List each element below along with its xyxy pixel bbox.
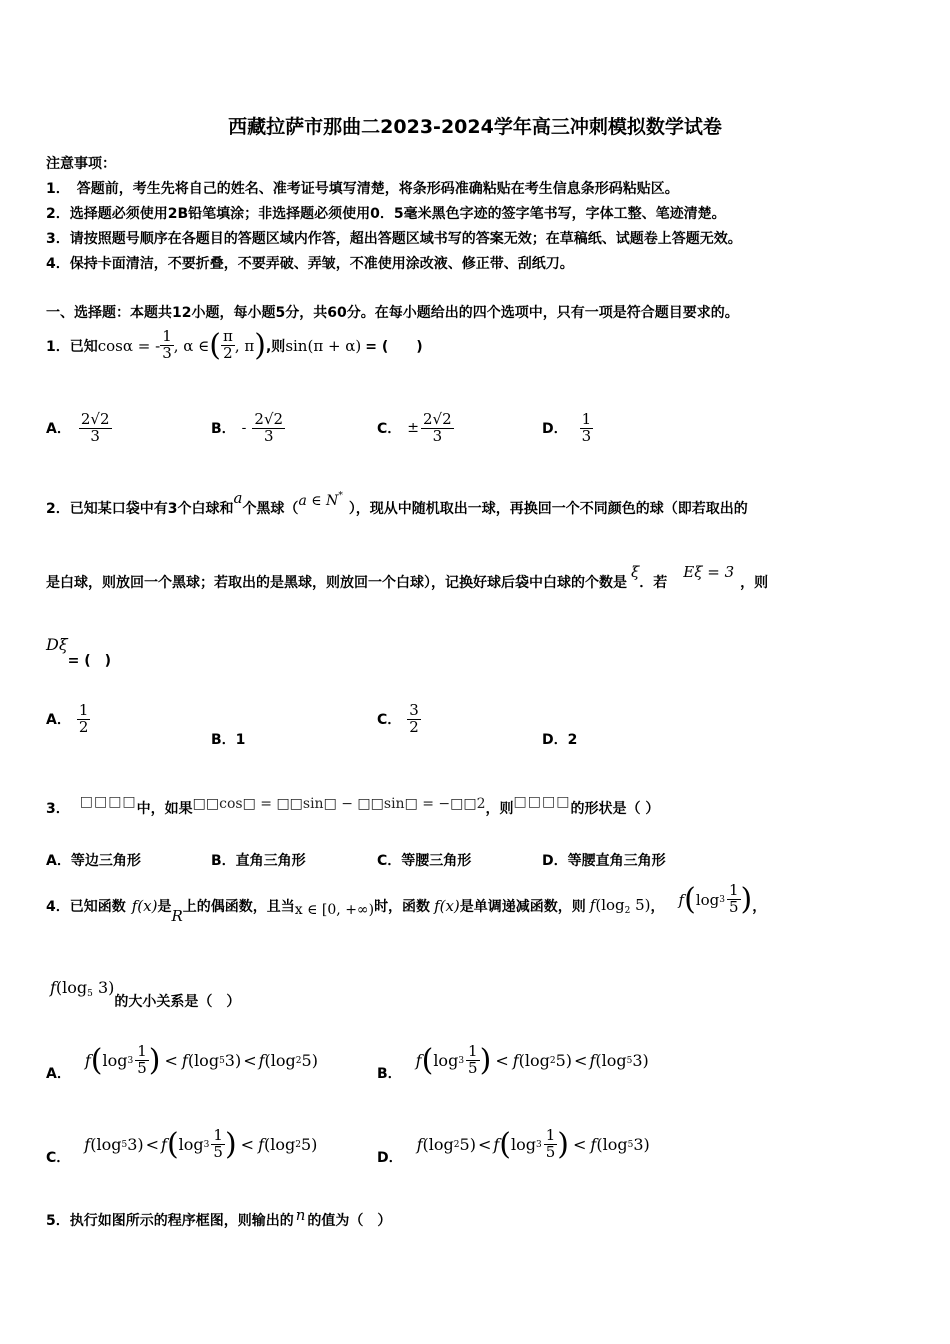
q4-cond: x ∈ [0, +∞) — [294, 901, 375, 918]
fraction: $\frac{2√2}{3}$ — [423, 410, 452, 445]
q3-placeholder: □□□□ — [513, 794, 571, 810]
q2-text: ，则 — [740, 575, 769, 591]
q1-sin: sin(π + α) — [285, 336, 362, 355]
paren-close: ) — [254, 328, 266, 363]
option-b[interactable]: B． - $\frac{2√2}{3}$ — [211, 410, 284, 445]
question-5 — [46, 1206, 392, 1230]
fraction: $\frac{1}{2}$ — [78, 701, 89, 736]
option-c[interactable]: C． f ( log 5 3) < f ( log 3 $\frac{1}{5}$ ) < f ( log 2 5) — [46, 1126, 318, 1166]
notice-item: 1． 答题前，考生先将自己的姓名、准考证号填写清楚，将条形码准确粘贴在考生信息条形码粘贴区。 — [46, 181, 679, 197]
q4-text: 的大小关系是（ ） — [114, 993, 241, 1010]
q4-fx: f(x) — [434, 896, 460, 915]
option-d[interactable]: D．等腰直角三角形 — [542, 853, 666, 869]
q2-text: 2．已知某口袋中有3个白球和 — [46, 501, 234, 517]
notice-item: 3．请按照题号顺序在各题目的答题区域内作答，超出答题区域书写的答案无效；在草稿纸、试题卷上答题无效。 — [46, 231, 742, 247]
option-c[interactable]: C． $\frac{3}{2}$ — [377, 701, 419, 736]
option-b[interactable]: B．直角三角形 — [211, 853, 306, 869]
q2-text: 是白球，则放回一个黑球；若取出的是黑球，则放回一个白球），记换好球后袋中白球的个数是 — [46, 575, 627, 591]
q4-text: 是 — [157, 898, 172, 915]
q4-text: 时，函数 — [374, 898, 431, 915]
q5-n: n — [295, 1206, 306, 1224]
q1-alpha-in: , α ∈ — [173, 336, 210, 355]
q4-f-log2-5: $f(\log_2$ 5) — [589, 895, 651, 916]
page-title: 西藏拉萨市那曲二2023-2024学年高三冲刺模拟数学试卷 — [228, 116, 722, 138]
q2-eq: = ( ) — [67, 653, 112, 669]
question-3 — [46, 794, 660, 818]
q1-cos: cosα = - — [97, 336, 161, 355]
q2-dxi: Dξ — [46, 634, 68, 654]
question-2 — [46, 489, 748, 518]
q1-eq: = ( ) — [365, 338, 423, 355]
notice-item: 4．保持卡面清洁，不要折叠，不要弄破、弄皱，不准使用涂改液、修正带、刮纸刀。 — [46, 256, 574, 272]
fraction: $\frac{\pi}{2}$ — [223, 327, 233, 362]
q4-text: ， — [650, 898, 665, 915]
q4-R: R — [171, 906, 183, 925]
q4-fx: f(x) — [131, 896, 158, 915]
q2-xi: ξ — [631, 563, 640, 581]
q1-then: ,则 — [265, 338, 286, 355]
q2-cond: a ∈ N* — [298, 491, 343, 509]
question-2-line3 — [46, 634, 112, 669]
fraction: $\frac{1}{3}$ — [581, 410, 592, 445]
option-d[interactable]: D． $\frac{1}{3}$ — [542, 410, 592, 445]
q1-prefix: 1．已知 — [46, 338, 98, 355]
question-2-line2 — [46, 563, 769, 592]
question-1 — [46, 328, 423, 363]
q4-text: 是单调递减函数，则 — [459, 898, 586, 915]
q5-text: 5．执行如图所示的程序框图，则输出的 — [46, 1213, 294, 1229]
paren-open: ( — [209, 328, 221, 363]
option-b[interactable]: B．1 — [211, 732, 246, 748]
option-a[interactable]: A． $\frac{1}{2}$ — [46, 701, 89, 736]
option-a[interactable]: A． $\frac{2√2}{3}$ — [46, 410, 110, 445]
q4-f-log5-3: $f(\log_5$ 3) — [50, 978, 115, 999]
q2-text: ），现从中随机取出一球，再换回一个不同颜色的球（即若取出的 — [348, 501, 748, 517]
notice-heading: 注意事项： — [46, 156, 116, 172]
q3-text: 3． — [46, 801, 70, 817]
option-d[interactable]: D． f ( log 2 5) < f ( log 3 $\frac{1}{5}$ ) < f ( log 5 3) — [377, 1126, 650, 1166]
q5-text: 的值为（ ） — [307, 1213, 392, 1229]
fraction: $\frac{1}{3}$ — [162, 327, 172, 362]
q2-text: ．若 — [639, 575, 668, 591]
q2-exi: Eξ = 3 — [683, 563, 735, 581]
option-c[interactable]: C． ± $\frac{2√2}{3}$ — [377, 410, 452, 445]
question-4-line2 — [50, 978, 241, 1010]
fraction: $\frac{3}{2}$ — [409, 701, 419, 736]
q1-pi: , π — [234, 336, 255, 355]
option-a[interactable]: A． f ( log 3 $\frac{1}{5}$ ) < f ( log 5 3) < f ( log 2 5) — [46, 1042, 318, 1082]
q3-text: 的形状是（ ） — [570, 801, 660, 817]
section-heading: 一、选择题：本题共12小题，每小题5分，共60分。在每小题给出的四个选项中，只有一项是符合题目要求的。 — [46, 305, 739, 321]
option-c[interactable]: C．等腰三角形 — [377, 853, 472, 869]
q3-text: 中，如果 — [136, 801, 193, 817]
q4-f-log3-fifth: f ( log 3 $\frac{1}{5}$ ) — [678, 881, 753, 917]
q2-text: 个黑球（ — [242, 501, 299, 517]
q4-text: 4．已知函数 — [46, 898, 126, 915]
q3-expr: □□cos□ = □□sin□ − □□sin□ = −□□2 — [192, 796, 486, 812]
q4-text: ， — [752, 898, 767, 915]
notice-item: 2．选择题必须使用2B铅笔填涂；非选择题必须使用0．5毫米黑色字迹的签字笔书写，字体工整、笔迹清楚。 — [46, 206, 726, 222]
question-4 — [46, 881, 767, 925]
q2-a: a — [233, 489, 243, 507]
option-d[interactable]: D．2 — [542, 732, 578, 748]
q3-placeholder: □□□□ — [79, 794, 137, 810]
q4-text: 上的偶函数，且当 — [182, 898, 295, 915]
fraction: $\frac{2√2}{3}$ — [254, 410, 284, 445]
option-a[interactable]: A．等边三角形 — [46, 853, 141, 869]
fraction: $\frac{2√2}{3}$ — [80, 410, 110, 445]
q3-text: ，则 — [485, 801, 514, 817]
option-b[interactable]: B． f ( log 3 $\frac{1}{5}$ ) < f ( log 2 5) < f ( log 5 3) — [377, 1042, 649, 1082]
